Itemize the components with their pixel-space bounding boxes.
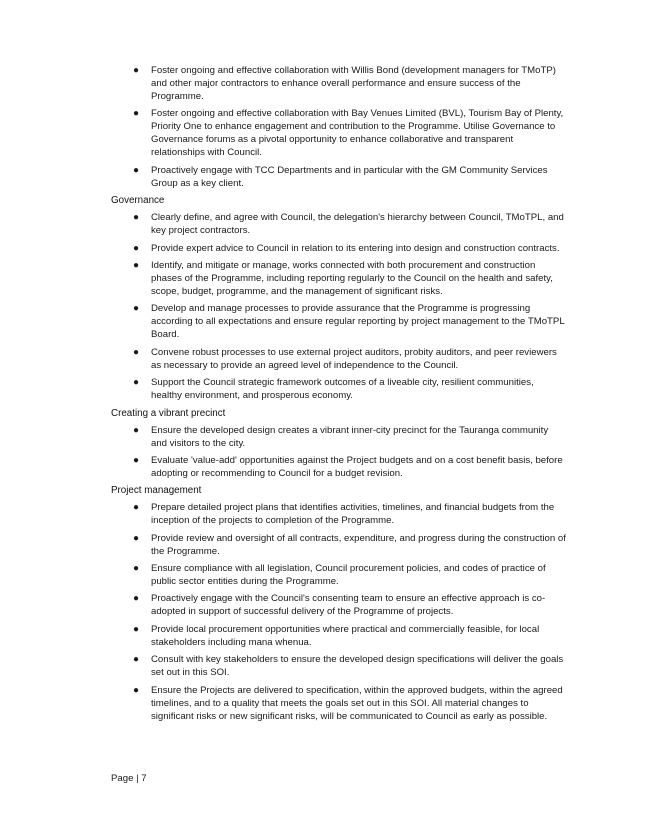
bullet-icon: ● <box>133 424 140 436</box>
bullet-icon: ● <box>133 684 140 696</box>
list-item-text: Identify, and mitigate or manage, works connected with both procurement and construction phases of the Programme, including reporting regularly to the Council on the health and safety, scope, budget, programme, and the management of significant risks. <box>151 259 553 297</box>
bullet-icon: ● <box>133 502 140 514</box>
bullet-icon: ● <box>133 242 140 254</box>
bullet-icon: ● <box>133 454 140 466</box>
bullet-icon: ● <box>133 654 140 666</box>
list-item <box>111 302 566 341</box>
vibrant-precinct-list <box>111 424 566 480</box>
list-item <box>111 684 566 723</box>
list-item <box>111 424 566 450</box>
list-item-text: Proactively engage with the Council's consenting team to ensure an effective approach is co-adopted in support of successful delivery of the Programme of projects. <box>151 593 546 618</box>
list-item-text: Support the Council strategic framework outcomes of a liveable city, resilient communities, healthy environment, and prosperous economy. <box>151 377 534 402</box>
list-item <box>111 376 566 402</box>
list-item <box>111 454 566 480</box>
bullet-icon: ● <box>133 212 140 224</box>
list-item-text: Provide expert advice to Council in relation to its entering into design and construction contracts. <box>151 242 560 254</box>
list-item-text: Ensure compliance with all legislation, Council procurement policies, and codes of practice of public sector entities during the Programme. <box>151 563 546 588</box>
bullet-icon: ● <box>133 303 140 315</box>
list-item-text: Consult with key stakeholders to ensure the developed design specifications will deliver the goals set out in this SOI. <box>151 654 564 679</box>
list-item <box>111 64 566 103</box>
page-number: Page | 7 <box>111 773 147 784</box>
page-content <box>111 64 566 727</box>
bullet-icon: ● <box>133 259 140 271</box>
list-item-text: Provide review and oversight of all contracts, expenditure, and progress during the construction of the Programme. <box>151 532 566 557</box>
list-item <box>111 562 566 588</box>
list-item <box>111 623 566 649</box>
list-item <box>111 211 566 237</box>
list-item-text: Clearly define, and agree with Council, the delegation's hierarchy between Council, TMoTPL, and key project contractors. <box>151 212 564 237</box>
list-item-text: Evaluate 'value-add' opportunities against the Project budgets and on a cost benefit basis, before adopting or recommending to Council for a budget revision. <box>151 454 563 479</box>
bullet-icon: ● <box>133 108 140 120</box>
project-management-list <box>111 501 566 722</box>
bullet-icon: ● <box>133 563 140 575</box>
bullet-icon: ● <box>133 377 140 389</box>
bullet-icon: ● <box>133 532 140 544</box>
list-item-text: Ensure the Projects are delivered to specification, within the approved budgets, within the agreed timelines, and to a quality that meets the goals set out in this SOI. All material changes to significant risks or new significant risks, will be communicated to Council as early as possible. <box>151 684 563 722</box>
list-item <box>111 242 566 255</box>
bullet-icon: ● <box>133 593 140 605</box>
list-item <box>111 164 566 190</box>
bullet-icon: ● <box>133 164 140 176</box>
list-item-text: Foster ongoing and effective collaboration with Bay Venues Limited (BVL), Tourism Bay of Plenty, Priority One to enhance engagement and contribution to the Programme. Utilise Governance to Governance forums as a pivotal opportunity to enhance collaborative and transparent relationships with Council. <box>151 108 564 159</box>
list-item <box>111 107 566 159</box>
list-item-text: Prepare detailed project plans that identifies activities, timelines, and financial budgets from the inception of the projects to completion of the Programme. <box>151 502 555 527</box>
list-item <box>111 653 566 679</box>
list-item-text: Proactively engage with TCC Departments and in particular with the GM Community Services Group as a key client. <box>151 164 548 189</box>
section-heading-governance: Governance <box>111 195 165 207</box>
list-item <box>111 259 566 298</box>
governance-list <box>111 211 566 402</box>
intro-list <box>111 64 566 190</box>
bullet-icon: ● <box>133 346 140 358</box>
list-item <box>111 532 566 558</box>
section-heading-project-management: Project management <box>111 485 202 497</box>
list-item <box>111 592 566 618</box>
bullet-icon: ● <box>133 623 140 635</box>
list-item <box>111 501 566 527</box>
list-item-text: Foster ongoing and effective collaboration with Willis Bond (development managers for TMoTP) and other major contractors to enhance overall performance and ensure success of the Programme. <box>151 65 556 102</box>
bullet-icon: ● <box>133 65 140 76</box>
list-item-text: Convene robust processes to use external project auditors, probity auditors, and peer reviewers as necessary to provide an agreed level of independence to the Council. <box>151 346 557 371</box>
list-item-text: Develop and manage processes to provide assurance that the Programme is progressing according to all expectations and ensure regular reporting by project management to the TMoTPL Board. <box>151 303 565 341</box>
list-item <box>111 346 566 372</box>
section-heading-vibrant-precinct: Creating a vibrant precinct <box>111 407 226 419</box>
list-item-text: Provide local procurement opportunities where practical and commercially feasible, for local stakeholders including mana whenua. <box>151 623 540 648</box>
list-item-text: Ensure the developed design creates a vibrant inner-city precinct for the Tauranga community and visitors to the city. <box>151 424 549 449</box>
